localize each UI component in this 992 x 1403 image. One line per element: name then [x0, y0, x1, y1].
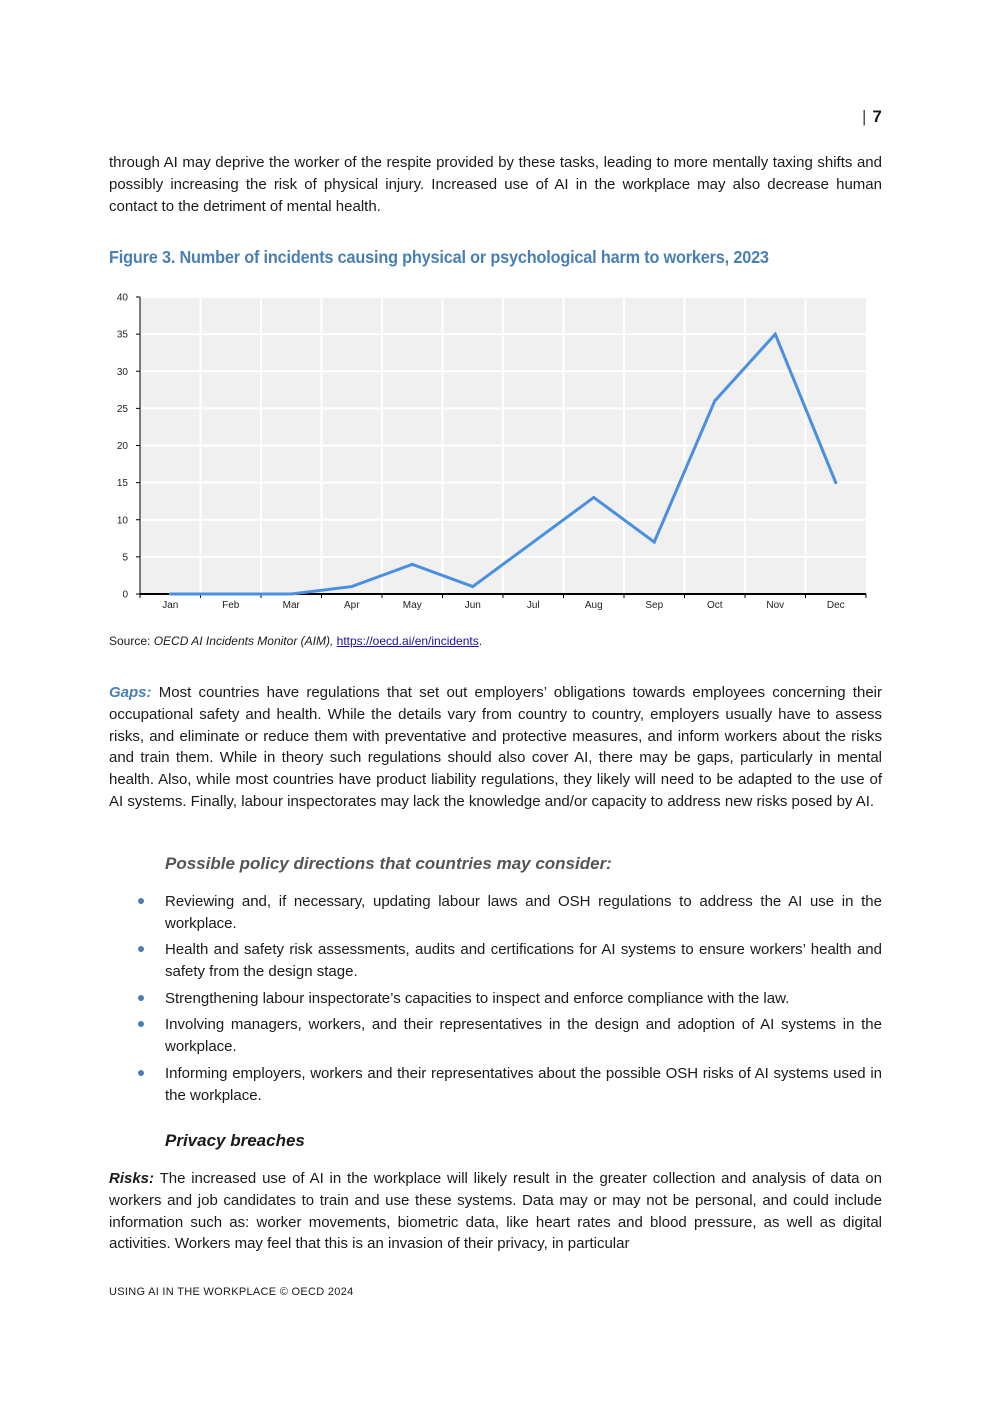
x-tick-label: May [402, 600, 422, 611]
y-tick-label: 5 [122, 552, 128, 564]
risks-lead: Risks: [109, 1170, 155, 1187]
gaps-text: Most countries have regulations that set out employers’ obligations towards employees concerning their occupational safety and health. While the details vary from country to country, employers usually have to assess risks, and eliminate or reduce them with preventative and protective measures, and inform workers about the risks and train them. While in theory such regulations should also cover AI, there may be gaps, particularly in mental health. Also, while most countries have product liability regulations, they likely will need to be adapted to the use of AI systems. Finally, labour inspectorates may lack the knowledge and/or capacity to address new risks posed by AI. [109, 684, 882, 810]
y-tick-label: 10 [116, 515, 128, 527]
list-item [165, 891, 882, 935]
incidents-line-chart [108, 285, 878, 615]
list-item [165, 1063, 882, 1107]
data-point [653, 541, 656, 544]
figure-source [109, 634, 482, 648]
source-name: OECD AI Incidents Monitor (AIM), [153, 634, 337, 648]
gaps-lead: Gaps: [109, 684, 152, 701]
x-tick-label: Mar [282, 600, 300, 611]
bullet-icon [138, 1070, 144, 1076]
data-point [411, 563, 414, 566]
data-point [229, 593, 232, 596]
data-point [350, 585, 353, 588]
policy-heading: Possible policy directions that countries may consider: [165, 854, 612, 873]
x-tick-label: Aug [584, 600, 603, 611]
y-tick-label: 25 [116, 403, 128, 415]
bullet-icon [138, 946, 144, 952]
list-item-text: Informing employers, workers and their representatives about the possible OSH risks of AI systems used in the workplace. [165, 1065, 882, 1104]
data-point [169, 593, 172, 596]
x-tick-label: Dec [826, 600, 845, 611]
data-point [471, 585, 474, 588]
x-tick-label: Feb [222, 600, 240, 611]
intro-paragraph: through AI may deprive the worker of the respite provided by these tasks, leading to more mentally taxing shifts and possibly increasing the risk of physical injury. Increased use of AI in the workplace may also decrease human contact to the detriment of mental health. [109, 154, 882, 215]
x-tick-label: Jan [162, 600, 179, 611]
privacy-heading: Privacy breaches [165, 1131, 305, 1150]
privacy-paragraph [109, 1168, 882, 1255]
page-number [862, 107, 882, 127]
data-point [290, 593, 293, 596]
bullet-icon [138, 1021, 144, 1027]
list-item-text: Health and safety risk assessments, audits and certifications for AI systems to ensure workers’ health and safety from the design stage. [165, 941, 882, 980]
data-point [532, 541, 535, 544]
y-tick-label: 35 [116, 329, 128, 341]
y-tick-label: 20 [116, 441, 128, 452]
source-suffix: . [478, 634, 483, 648]
list-item-text: Strengthening labour inspectorate’s capacities to inspect and enforce compliance with the law. [165, 990, 790, 1007]
x-tick-label: Jun [464, 600, 481, 611]
source-link[interactable]: https://oecd.ai/en/incidents [336, 634, 479, 648]
list-item-text: Involving managers, workers, and their representatives in the design and adoption of AI systems in the workplace. [165, 1016, 882, 1055]
gaps-paragraph [109, 682, 882, 813]
list-item [165, 988, 882, 1010]
page-number-value: 7 [872, 107, 882, 126]
y-tick-label: 15 [116, 478, 128, 490]
list-item [165, 939, 882, 983]
data-point [592, 496, 595, 499]
x-tick-label: Apr [343, 600, 360, 611]
source-prefix: Source: [109, 634, 154, 648]
bullet-icon [138, 995, 144, 1001]
footer: USING AI IN THE WORKPLACE © OECD 2024 [109, 1286, 354, 1298]
figure-title: Figure 3. Number of incidents causing physical or psychological harm to workers, 2023 [109, 247, 769, 267]
x-tick-label: Nov [766, 600, 785, 611]
data-point [774, 333, 777, 336]
x-tick-label: Jul [526, 600, 540, 611]
list-item [165, 1014, 882, 1058]
y-tick-label: 40 [116, 292, 128, 304]
bullet-icon [138, 898, 144, 904]
page-number-divider: | [862, 107, 867, 126]
x-tick-label: Sep [645, 600, 664, 611]
data-point [713, 399, 716, 402]
x-tick-label: Oct [706, 600, 723, 611]
list-item-text: Reviewing and, if necessary, updating labour laws and OSH regulations to address the AI use in the workplace. [165, 893, 882, 932]
risks-text: The increased use of AI in the workplace will likely result in the greater collection and analysis of data on workers and job candidates to train and use these systems. Data may or may not be personal, and could include information such as: worker movements, biometric data, like heart rates and blood pressure, as well as digital activities. Workers may feel that this is an invasion of their privacy, in particular [109, 1170, 882, 1253]
y-tick-label: 0 [122, 589, 128, 601]
y-tick-label: 30 [116, 366, 128, 378]
data-point [834, 481, 837, 484]
